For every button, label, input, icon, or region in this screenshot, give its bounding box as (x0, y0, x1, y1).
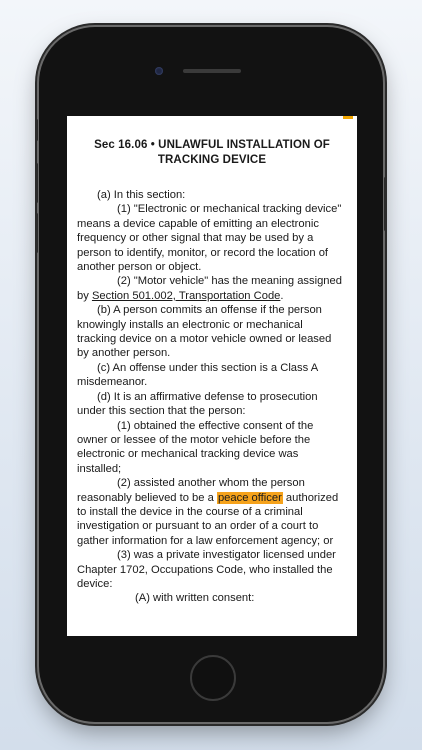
subsection-b: (b) A person commits an offense if the person knowingly installs an electronic or mechanical tracking device on a motor vehicle owned or leased by another person. (77, 304, 332, 360)
subsection-d1: (1) obtained the effective consent of the owner or lessee of the motor vehicle before the electronic or mechanical tracking device was installed; (77, 419, 314, 475)
subsection-a2-end: . (280, 289, 284, 302)
document-screen[interactable] (67, 116, 357, 636)
subsection-d2 (77, 476, 343, 548)
earpiece-speaker (183, 69, 241, 73)
subsection-d2-rest: authorized to install the device in the course of a criminal investigation or pursuant to an order of a court to gather information for a law enforcement agency; or (77, 491, 339, 547)
front-camera (155, 67, 163, 75)
subsection-d3A: (A) with written consent: (135, 592, 255, 605)
mute-switch (35, 119, 38, 141)
section-body (77, 188, 343, 606)
power-button (384, 177, 387, 231)
subsection-a1: (1) "Electronic or mechanical tracking device" means a device capable of emitting an electronic frequency or other signal that may be used by a person to identify, monitor, or record the location of another person or object. (77, 203, 342, 274)
status-indicator (343, 116, 353, 119)
subsection-d2-text: (2) assisted another whom the person reasonably believed to be a (77, 477, 305, 504)
subsection-a2-text: (2) "Motor vehicle" has the meaning assigned by (77, 275, 342, 302)
subsection-a2 (77, 274, 343, 303)
subsection-d: (d) It is an affirmative defense to prosecution under this section that the person: (77, 390, 318, 418)
highlighted-term[interactable]: peace officer (217, 491, 282, 504)
transportation-code-link[interactable]: Section 501.002, Transportation Code (91, 289, 281, 302)
section-title: Sec 16.06 • UNLAWFUL INSTALLATION OF TRACKING DEVICE (94, 139, 330, 166)
volume-down-button (35, 213, 38, 253)
subsection-d3: (3) was a private investigator licensed under Chapter 1702, Occupations Code, who installed the device: (77, 549, 336, 590)
volume-up-button (35, 163, 38, 203)
subsection-c: (c) An offense under this section is a Class A misdemeanor. (77, 361, 318, 389)
subsection-a-intro: (a) In this section: (97, 189, 186, 201)
home-button[interactable] (190, 655, 236, 701)
status-bar-peek (337, 116, 353, 120)
